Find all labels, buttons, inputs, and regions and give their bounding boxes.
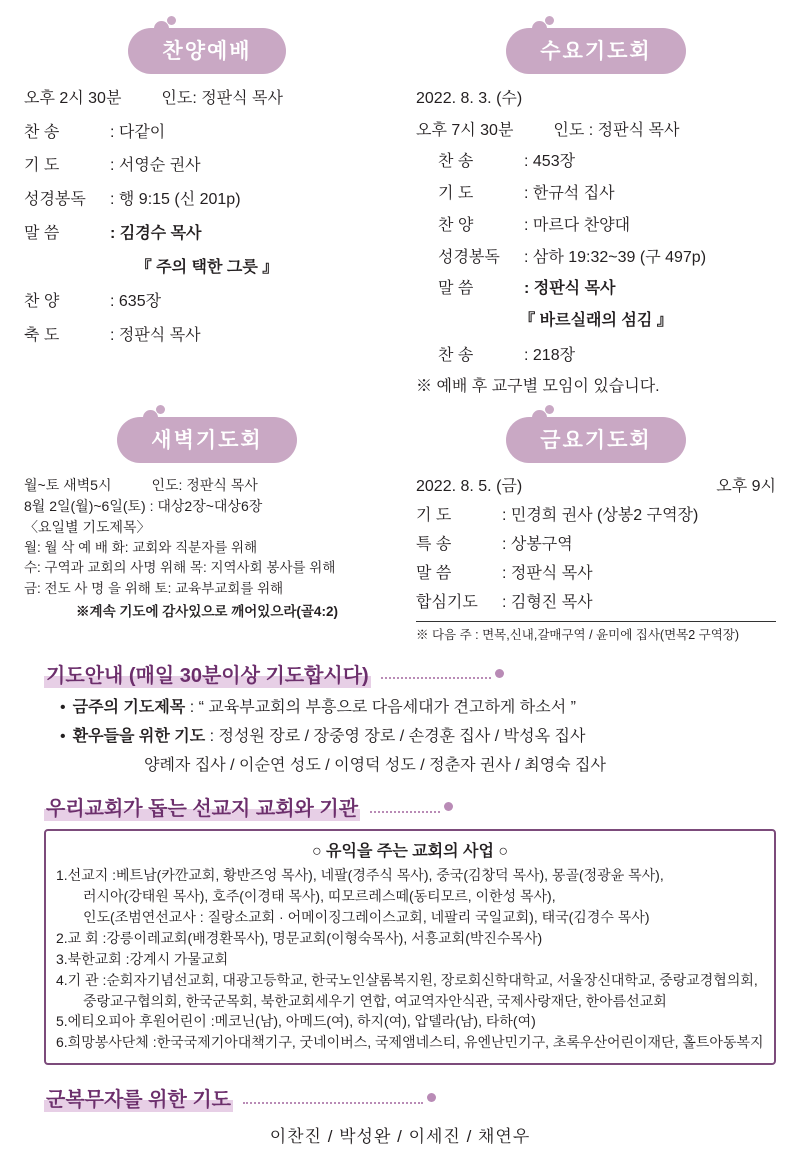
sick-prayer-continued: 양례자 집사 / 이순연 성도 / 이영덕 성도 / 정춘자 권사 / 최영숙 집사 [144, 756, 606, 774]
dotted-rule [243, 1092, 423, 1104]
list-item [56, 887, 764, 907]
praise-anthem-value: : 635장 [110, 293, 162, 311]
wednesday-sermon-title: 『 바르실래의 섬김 』 [519, 312, 673, 330]
list-item [56, 1033, 764, 1053]
list-item [56, 908, 764, 928]
services-row-1 [0, 0, 800, 399]
wednesday-hymn-row [416, 151, 776, 174]
mission-item-sub: 러시아(강태원 목사), 호주(이경태 목사), 띠모르레스떼(동티모르, 이한성 목사), [83, 888, 556, 905]
dawn-reading-plan: 8월 2일(월)~6일(토) : 대상2장~대상6장 [24, 498, 263, 515]
dotted-rule [381, 667, 491, 679]
mission-item-text: 강계시 가물교회 [129, 950, 229, 967]
dawn-service-details [24, 475, 390, 622]
friday-united-prayer-value: : 김형진 목사 [502, 594, 593, 612]
mission-item-number: 1.선교지 : [56, 867, 117, 884]
wednesday-scripture-value: : 삼하 19:32~39 (구 497p) [524, 248, 707, 266]
friday-service-title: 금요기도회 [506, 417, 685, 463]
mission-item-number: 5.에티오피아 후원어린이 : [56, 1013, 215, 1030]
prayer-guide-heading [0, 659, 800, 688]
wednesday-date: 2022. 8. 3. (수) [416, 90, 523, 107]
prayer-topic-text: : “ 교육부교회의 부흥으로 다음세대가 견고하게 하소서 ” [185, 698, 576, 716]
praise-prayer-value: : 서영순 권사 [110, 157, 201, 175]
mission-item-number: 6.희망봉사단체 : [56, 1034, 157, 1051]
list-item [56, 950, 764, 970]
dawn-time-row [24, 475, 390, 496]
wednesday-anthem-row [416, 215, 776, 238]
dawn-topic-wed-thu: 수: 구역과 교회의 사명 위해 목: 지역사회 봉사를 위해 [24, 560, 336, 576]
praise-scripture-value: : 행 9:15 (신 201p) [110, 191, 241, 209]
wednesday-closing-hymn-row [416, 345, 776, 368]
praise-time: 오후 2시 30분 [24, 90, 122, 107]
bullet-icon: • [60, 727, 66, 745]
praise-scripture-label: 성경봉독 [24, 191, 86, 209]
praise-anthem-label: 찬 양 [24, 293, 60, 311]
wednesday-anthem-value: : 마르다 찬양대 [524, 216, 631, 234]
praise-service-title: 찬양예배 [128, 28, 285, 74]
military-heading [0, 1083, 800, 1112]
wednesday-anthem-label: 찬 양 [438, 216, 474, 234]
wednesday-sermon-value: : 정판식 목사 [524, 280, 616, 298]
friday-time: 오후 9시 [716, 478, 776, 496]
list-item [60, 725, 770, 750]
mission-item-text: 한국국제기아대책기구, 굿네이버스, 국제앰네스티, 유엔난민기구, 초록우산어린이재단, 홀트아동복지 [156, 1034, 764, 1051]
wednesday-hymn-label: 찬 송 [438, 153, 474, 171]
friday-prayer-label: 기 도 [416, 507, 452, 525]
mission-box [44, 829, 776, 1065]
friday-special-song-label: 특 송 [416, 536, 452, 554]
praise-scripture-row [24, 189, 390, 212]
wednesday-leader: 인도 : 정판식 목사 [553, 121, 680, 139]
praise-sermon-value: : 김경수 목사 [110, 224, 202, 242]
mission-title: 우리교회가 돕는 선교지 교회와 기관 [44, 792, 360, 821]
praise-service-column [24, 28, 400, 399]
wednesday-scripture-row [416, 247, 776, 270]
dot-end-icon [427, 1093, 436, 1102]
prayer-topic-label: 금주의 기도제목 [72, 698, 186, 716]
praise-anthem-row [24, 291, 390, 314]
mission-item-text: 메코닌(남), 아메드(여), 하지(여), 압델라(남), 타하(여) [214, 1013, 536, 1030]
dawn-topic-mon-tue: 월: 월 삭 예 배 화: 교회와 직분자를 위해 [24, 540, 258, 556]
list-item [56, 929, 764, 949]
friday-special-song-row [416, 533, 776, 557]
wednesday-note: ※ 예배 후 교구별 모임이 있습니다. [416, 378, 660, 396]
sick-prayer-label: 환우들을 위한 기도 [72, 727, 206, 745]
friday-sermon-label: 말 씀 [416, 565, 452, 583]
military-names: 이찬진 / 박성완 / 이세진 / 채연우 [269, 1127, 531, 1147]
mission-box-title: ○ 유익을 주는 교회의 사업 ○ [311, 843, 509, 861]
praise-leader: 인도: 정판식 목사 [161, 90, 283, 107]
dawn-topic-heading: 〈요일별 기도제목〉 [24, 519, 151, 536]
wednesday-date-row [416, 88, 776, 111]
praise-service-heading-wrap [24, 28, 390, 74]
wednesday-prayer-value: : 한규석 집사 [524, 185, 615, 203]
wednesday-closing-hymn-value: : 218장 [524, 346, 576, 364]
friday-prayer-row [416, 504, 776, 528]
mission-item-text: 순회자기념선교회, 대광고등학교, 한국노인샬롬복지원, 장로회신학대학교, 서울장신대학교, 중랑교경협의회, [106, 971, 758, 988]
praise-time-row [24, 88, 390, 111]
praise-hymn-row [24, 122, 390, 145]
mission-item-text: 베트남(카깐교회, 황반즈엉 목사), 네팔(경주식 목사), 중국(김창덕 목사), 몽골(정광윤 목사), [116, 867, 664, 884]
bullet-icon: • [60, 698, 66, 716]
friday-date: 2022. 8. 5. (금) [416, 478, 523, 496]
mission-item-number: 2.교 회 : [56, 929, 107, 946]
friday-sermon-row [416, 562, 776, 586]
list-item [56, 971, 764, 991]
wednesday-hymn-value: : 453장 [524, 153, 576, 171]
wednesday-prayer-label: 기 도 [438, 185, 474, 203]
list-item [60, 696, 770, 721]
praise-sermon-title: 『 주의 택한 그릇 』 [135, 258, 279, 276]
dot-end-icon [495, 669, 504, 678]
friday-prayer-value: : 민경희 권사 (상봉2 구역장) [502, 507, 699, 525]
wednesday-service-title: 수요기도회 [506, 28, 685, 74]
wednesday-service-details [416, 88, 776, 399]
list-item [56, 866, 764, 886]
dawn-service-heading-wrap [24, 417, 390, 463]
mission-item-sub: 인도(조범연선교사 : 질랑소교회 · 어메이징그레이스교회, 네팔리 국일교회), 태국(김경수 목사) [83, 909, 650, 926]
praise-sermon-row [24, 223, 390, 246]
sick-prayer-text: : 정성원 장로 / 장중영 장로 / 손경훈 집사 / 박성옥 집사 [205, 727, 586, 745]
praise-prayer-row [24, 155, 390, 178]
dawn-leader: 인도: 정판식 목사 [151, 477, 258, 494]
wednesday-closing-hymn-label: 찬 송 [438, 346, 474, 364]
praise-benediction-value: : 정판식 목사 [110, 327, 201, 345]
praise-benediction-label: 축 도 [24, 327, 60, 345]
friday-service-details [416, 475, 776, 645]
dawn-topic-fri-sat: 금: 전도 사 명 을 위해 토: 교육부교회를 위해 [24, 580, 284, 596]
military-title: 군복무자를 위한 기도 [44, 1083, 233, 1112]
wednesday-time: 오후 7시 30분 [416, 121, 514, 139]
mission-item-number: 3.북한교회 : [56, 950, 130, 967]
wednesday-service-heading-wrap [416, 28, 776, 74]
praise-benediction-row [24, 325, 390, 348]
mission-item-sub: 중랑교구협의회, 한국군목회, 북한교회세우기 연합, 여교역자안식관, 국제사랑재단, 한아름선교회 [83, 992, 667, 1009]
wednesday-sermon-label: 말 씀 [438, 280, 474, 298]
praise-service-details [24, 88, 390, 348]
wednesday-scripture-label: 성경봉독 [438, 248, 500, 266]
mission-item-text: 강릉이레교회(배경환목사), 명문교회(이형숙목사), 서흥교회(박진수목사) [106, 929, 543, 946]
dawn-service-title: 새벽기도회 [117, 417, 296, 463]
friday-sermon-value: : 정판식 목사 [502, 565, 593, 583]
friday-united-prayer-label: 합심기도 [416, 594, 478, 612]
dot-end-icon [444, 802, 453, 811]
services-row-2 [0, 399, 800, 645]
mission-heading [0, 792, 800, 821]
dawn-verse: ※계속 기도에 감사있으로 깨어있으라(골4:2) [76, 603, 338, 619]
dawn-service-column [24, 417, 400, 645]
dawn-time: 월~토 새벽5시 [24, 477, 112, 494]
prayer-guide-title: 기도안내 (매일 30분이상 기도합시다) [44, 659, 371, 688]
praise-hymn-value: : 다같이 [110, 123, 166, 141]
mission-list [56, 866, 764, 1053]
wednesday-prayer-row [416, 183, 776, 206]
wednesday-sermon-row [416, 278, 776, 301]
list-item [56, 992, 764, 1012]
prayer-guide-list [0, 696, 800, 778]
praise-sermon-label: 말 씀 [24, 224, 60, 242]
mission-item-number: 4.기 관 : [56, 971, 107, 988]
wednesday-time-row [416, 120, 776, 143]
wednesday-service-column [400, 28, 776, 399]
dotted-rule [370, 801, 440, 813]
friday-service-heading-wrap [416, 417, 776, 463]
praise-hymn-label: 찬 송 [24, 123, 60, 141]
praise-prayer-label: 기 도 [24, 157, 60, 175]
friday-service-column [400, 417, 776, 645]
friday-special-song-value: : 상봉구역 [502, 536, 573, 554]
friday-united-prayer-row [416, 591, 776, 615]
friday-footer: ※ 다음 주 : 면목,신내,갈매구역 / 윤미에 집사(면목2 구역장) [416, 621, 776, 645]
list-item [56, 1012, 764, 1032]
friday-date-row [416, 475, 776, 499]
